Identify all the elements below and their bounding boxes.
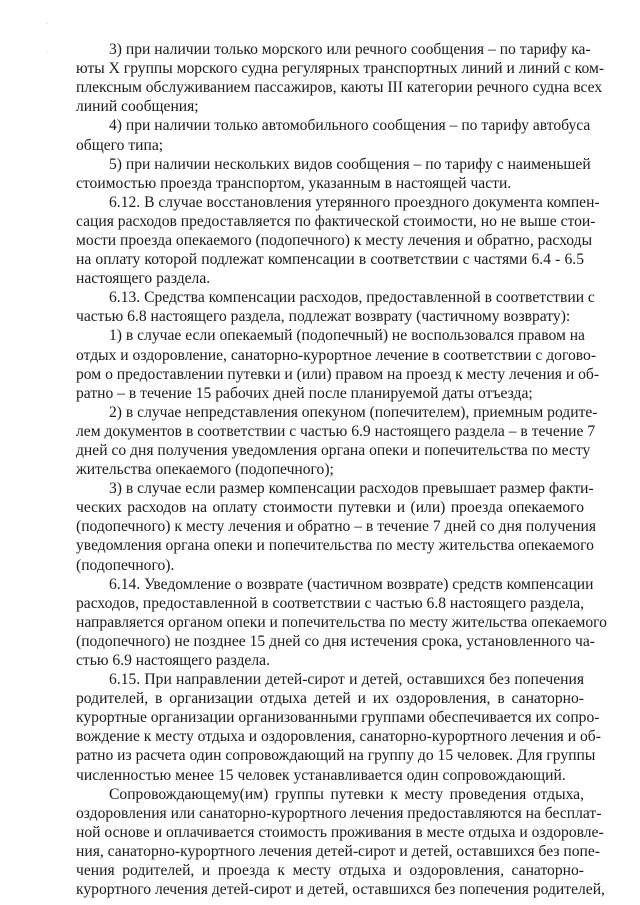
text-line: мости проезда опекаемого (подопечного) к месту лечения и обратно, расходы [76, 231, 593, 249]
text-line: 3) в случае если размер компенсации расходов превышает размер факти- [109, 480, 594, 498]
text-line: Сопровождающему(им) группы путевки к месту проведения отдыха, [109, 785, 584, 803]
text-line: жительства опекаемого (подопечного); [76, 461, 334, 478]
text-line: 5) при наличии нескольких видов сообщения – по тарифу с наименьшей [109, 155, 591, 173]
text-line: 2) в случае непредставления опекуном (попечителем), приемным родите- [109, 403, 598, 421]
text-line: ния, санаторно-курортного лечения детей-сирот и детей, оставшихся без попе- [76, 842, 600, 860]
text-line: на оплату которой подлежат компенсации в соответствии с частями 6.4 - 6.5 [76, 251, 584, 268]
text-line: 6.14. Уведомление о возврате (частичном возврате) средств компенсации [109, 575, 594, 593]
text-line: ром о предоставлении путевки и (или) правом на проезд к месту лечения и об- [76, 365, 600, 383]
text-line: (подопечного) к месту лечения и обратно – в течение 7 дней со дня получения [76, 518, 597, 536]
text-line: численностью менее 15 человек устанавливается один сопровождающий. [76, 766, 566, 784]
text-line: 6.13. Средства компенсации расходов, предоставленной в соответствии с [109, 289, 595, 307]
text-line: дней со дня получения уведомления органа опеки и попечительства по месту [76, 441, 591, 459]
text-line: оздоровления или санаторно-курортного лечения предоставляются на бесплат- [76, 804, 602, 822]
text-line: курортные организации организованными группами обеспечивается их сопро- [76, 709, 600, 727]
text-line: настоящего раздела. [76, 270, 211, 288]
text-line: 1) в случае если опекаемый (подопечный) не воспользовался правом на [109, 327, 585, 345]
text-line: общего типа; [76, 136, 164, 154]
text-line: стью 6.9 настоящего раздела. [76, 651, 270, 669]
text-line: частью 6.8 настоящего раздела, подлежат возврату (частичному возврату): [76, 308, 571, 326]
text-line: 3) при наличии только морского или речного сообщения – по тарифу ка- [109, 41, 591, 58]
text-line: юты X группы морского судна регулярных транспортных линий и линий с ком- [76, 60, 605, 78]
text-line: уведомления органа опеки и попечительства по месту жительства опекаемого [76, 537, 594, 555]
text-line: 6.12. В случае восстановления утерянного проездного документа компен- [109, 193, 600, 211]
text-line: родителей, в организации отдыха детей и их оздоровления, в санаторно- [76, 690, 584, 708]
scan-mark: · [46, 21, 48, 28]
text-line: ратно из расчета один сопровождающий на группу до 15 человек. Для группы [76, 747, 596, 765]
text-line: плексным обслуживанием пассажиров, каюты III категории речного судна всех [76, 79, 603, 97]
text-line: ратно – в течение 15 рабочих дней после планируемой даты отъезда; [76, 384, 533, 402]
text-line: линий сообщения; [76, 98, 199, 116]
text-line: направляется органом опеки и попечительства по месту жительства опекаемого [76, 613, 607, 631]
text-line: стоимостью проезда транспортом, указанным в настоящей части. [76, 174, 512, 192]
text-line: отдых и оздоровление, санаторно-курортное лечение в соответствии с догово- [76, 346, 597, 364]
text-line: вождение к месту отдыха и оздоровления, санаторно-курортного лечения и об- [76, 728, 601, 746]
text-line: курортного лечения детей-сирот и детей, оставшихся без попечения родителей, [76, 881, 605, 898]
text-line: лем документов в соответствии с частью 6.9 настоящего раздела – в течение 7 [76, 422, 596, 440]
text-line: сация расходов предоставляется по фактической стоимости, но не выше стои- [76, 212, 596, 230]
text-line: ной основе и оплачивается стоимость проживания в месте отдыха и оздоровле- [76, 823, 604, 841]
text-line: 4) при наличии только автомобильного сообщения – по тарифу автобуса [109, 117, 591, 135]
text-line: (подопечного) не позднее 15 дней со дня истечения срока, установленного ча- [76, 632, 595, 650]
scan-mark: · [46, 49, 48, 56]
text-line: 6.15. При направлении детей-сирот и детей, оставшихся без попечения [109, 671, 584, 688]
text-line: чения родителей, и проезда к месту отдыха и оздоровления, санаторно- [76, 861, 584, 879]
text-line: расходов, предоставленной в соответствии с частью 6.8 настоящего раздела, [76, 594, 585, 612]
text-line: (подопечного). [76, 556, 175, 574]
text-line: ческих расходов на оплату стоимости путевки и (или) проезда опекаемого [76, 499, 584, 517]
